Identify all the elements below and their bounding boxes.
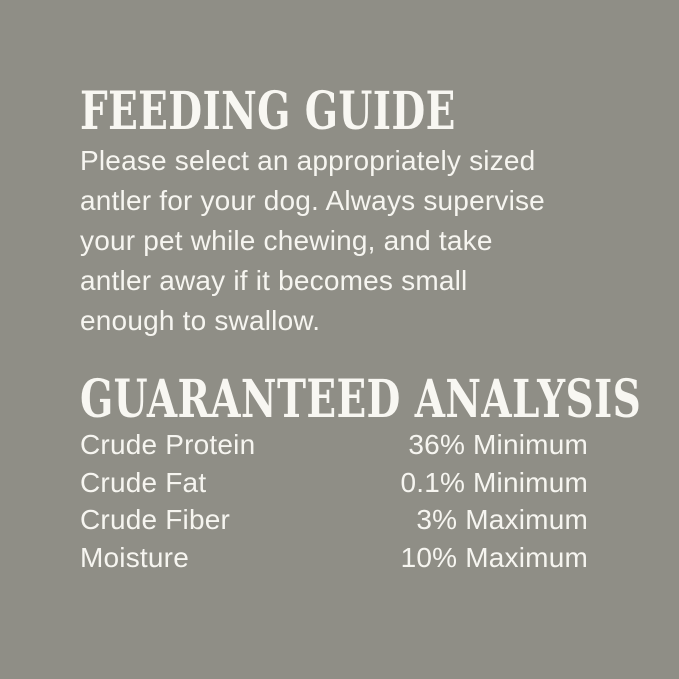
feeding-guide-line: your pet while chewing, and take: [80, 225, 493, 256]
feeding-guide-title: FEEDING GUIDE: [80, 81, 456, 142]
feeding-guide-line: Please select an appropriately sized: [80, 145, 536, 176]
table-row: [80, 464, 588, 502]
analysis-value: 36% Minimum: [408, 429, 588, 460]
guaranteed-analysis-title: GUARANTEED ANALYSIS: [80, 369, 642, 430]
analysis-label: Crude Fat: [80, 466, 207, 498]
table-row: [80, 501, 588, 539]
feeding-guide-line: antler for your dog. Always supervise: [80, 185, 545, 216]
table-row: [80, 539, 588, 577]
table-row: [80, 426, 588, 464]
analysis-label: Crude Fiber: [80, 504, 231, 535]
analysis-label: Moisture: [80, 541, 189, 573]
analysis-label: Crude Protein: [80, 429, 256, 460]
feeding-guide-line: enough to swallow.: [80, 305, 321, 336]
analysis-value: 3% Maximum: [416, 504, 588, 535]
feeding-guide-text: [80, 141, 600, 341]
feeding-guide-line: antler away if it becomes small: [80, 265, 468, 296]
analysis-value: 0.1% Minimum: [400, 466, 588, 498]
analysis-value: 10% Maximum: [400, 541, 588, 573]
guaranteed-analysis-table: [80, 426, 588, 576]
